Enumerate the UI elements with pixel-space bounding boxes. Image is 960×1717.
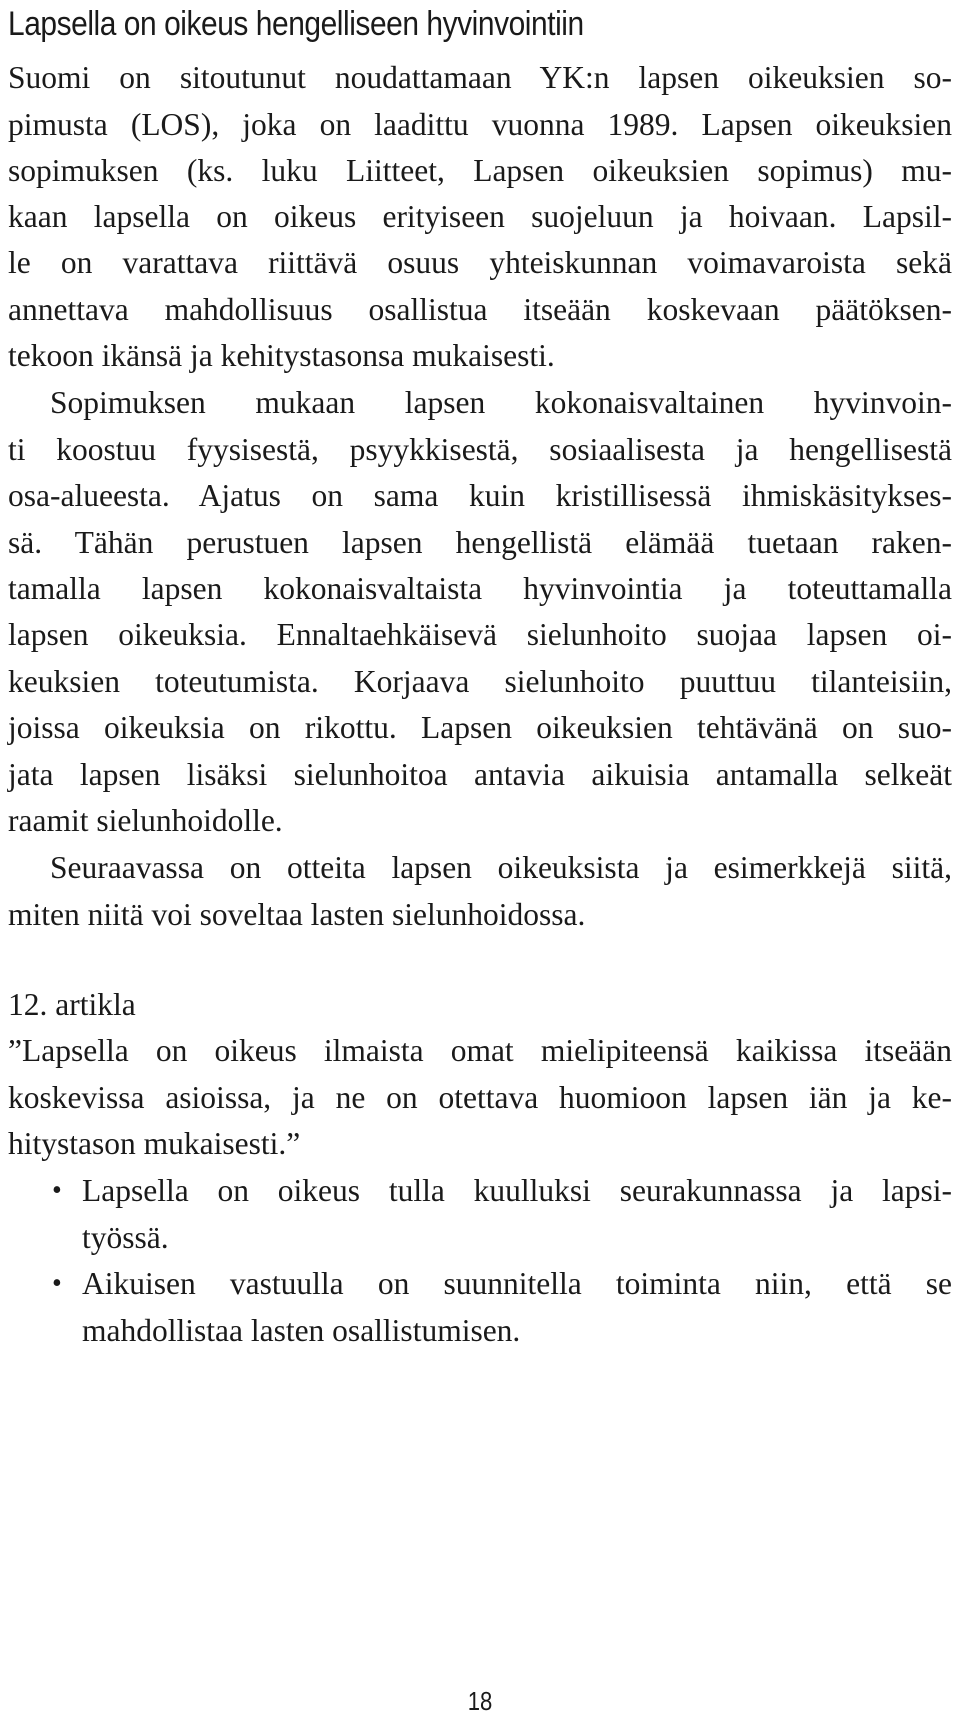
paragraph-2-line: sä. Tähän perustuen lapsen hengellistä elämää tuetaan raken- — [8, 525, 952, 560]
paragraph-1-line: pimusta (LOS), joka on laadittu vuonna 1989. Lapsen oikeuksien — [8, 107, 952, 142]
paragraph-2-line: tamalla lapsen kokonaisvaltaista hyvinvointia ja toteuttamalla — [8, 571, 952, 606]
bullet-item-line: mahdollistaa lasten osallistumisen. — [82, 1313, 521, 1348]
paragraph-2-line: ti koostuu fyysisestä, psyykkisestä, sosiaalisesta ja hengellisestä — [8, 432, 952, 467]
page-number: 18 — [467, 1686, 493, 1716]
paragraph-1-line: Suomi on sitoutunut noudattamaan YK:n lapsen oikeuksien so- — [8, 60, 952, 95]
paragraph-2-line: raamit sielunhoidolle. — [8, 803, 283, 838]
paragraph-2-line: jata lapsen lisäksi sielunhoitoa antavia aikuisia antamalla selkeät — [8, 757, 952, 792]
quote-line: koskevissa asioissa, ja ne on otettava huomioon lapsen iän ja ke- — [8, 1080, 952, 1115]
paragraph-2-line: Sopimuksen mukaan lapsen kokonaisvaltainen hyvinvoin- — [50, 385, 952, 420]
article-title: 12. artikla — [8, 987, 136, 1022]
quote-line: ”Lapsella on oikeus ilmaista omat mielipiteensä kaikissa itseään — [8, 1033, 952, 1068]
paragraph-1-line: le on varattava riittävä osuus yhteiskunnan voimavaroista sekä — [8, 245, 952, 280]
bullet-icon: • — [52, 1175, 62, 1206]
paragraph-1-line: sopimuksen (ks. luku Liitteet, Lapsen oikeuksien sopimus) mu- — [8, 153, 952, 188]
bullet-item-line: Aikuisen vastuulla on suunnitella toiminta niin, että se — [82, 1266, 952, 1301]
paragraph-3-line: Seuraavassa on otteita lapsen oikeuksista ja esimerkkejä siitä, — [50, 850, 952, 885]
bullet-icon: • — [52, 1268, 62, 1299]
paragraph-1-line: tekoon ikänsä ja kehitystasonsa mukaisesti. — [8, 338, 555, 373]
page-heading: Lapsella on oikeus hengelliseen hyvinvointiin — [8, 5, 584, 43]
paragraph-2-line: lapsen oikeuksia. Ennaltaehkäisevä sielunhoito suojaa lapsen oi- — [8, 617, 952, 652]
paragraph-1-line: annettava mahdollisuus osallistua itseään koskevaan päätöksen- — [8, 292, 952, 327]
paragraph-2-line: osa-alueesta. Ajatus on sama kuin kristillisessä ihmiskäsitykses- — [8, 478, 952, 513]
bullet-item-line: työssä. — [82, 1220, 169, 1255]
bullet-item-line: Lapsella on oikeus tulla kuulluksi seurakunnassa ja lapsi- — [82, 1173, 952, 1208]
quote-line: hitystason mukaisesti.” — [8, 1126, 301, 1161]
paragraph-2-line: joissa oikeuksia on rikottu. Lapsen oikeuksien tehtävänä on suo- — [8, 710, 952, 745]
paragraph-3-line: miten niitä voi soveltaa lasten sielunhoidossa. — [8, 897, 586, 932]
paragraph-1-line: kaan lapsella on oikeus erityiseen suojeluun ja hoivaan. Lapsil- — [8, 199, 952, 234]
paragraph-2-line: keuksien toteutumista. Korjaava sielunhoito puuttuu tilanteisiin, — [8, 664, 952, 699]
